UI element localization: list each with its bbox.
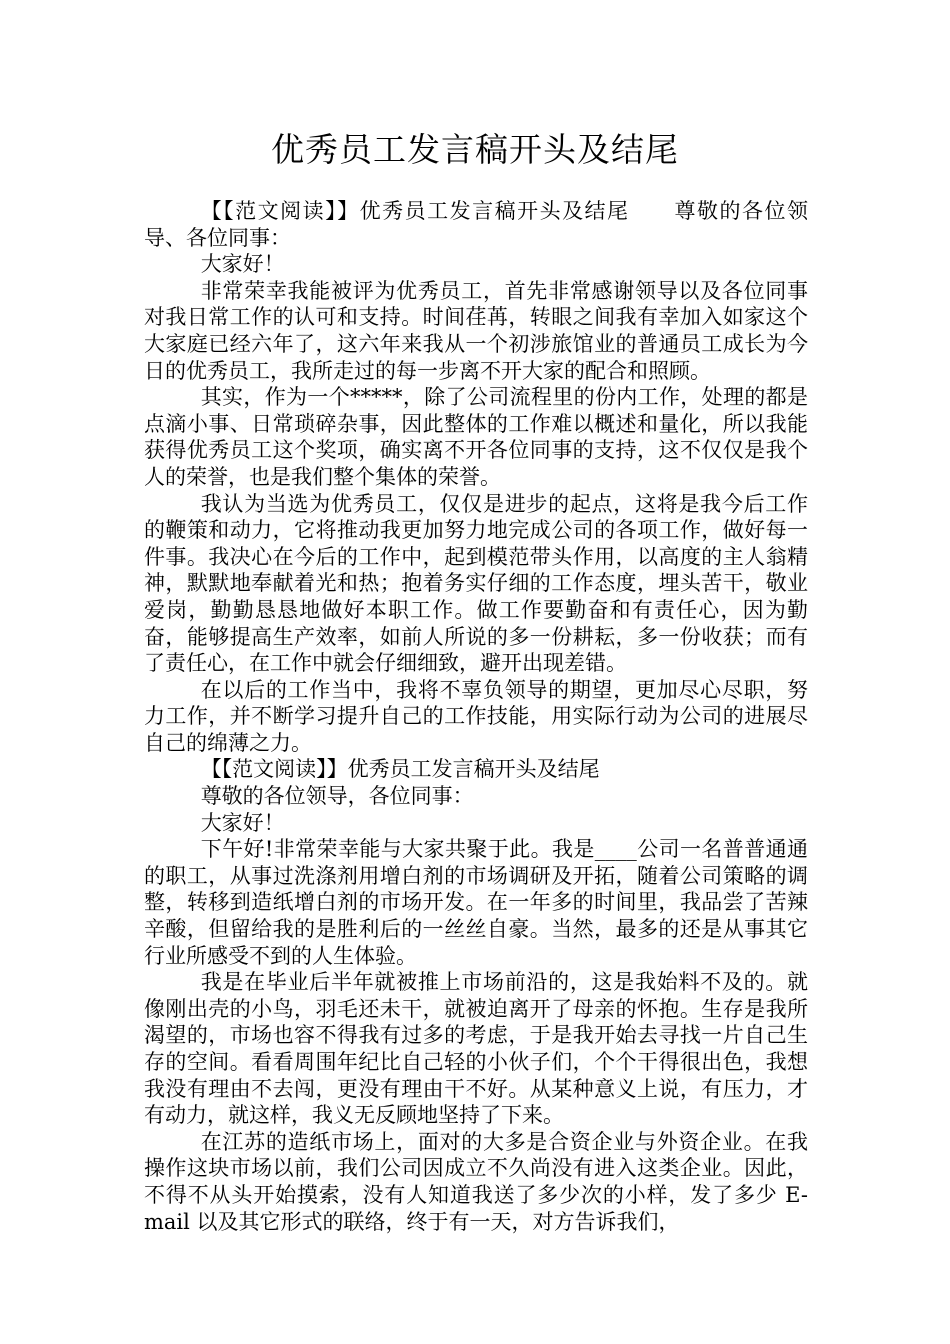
paragraph-heading: 【【范文阅读】】优秀员工发言稿开头及结尾 bbox=[200, 757, 600, 782]
document-body bbox=[144, 198, 808, 1235]
paragraph: 下午好!非常荣幸能与大家共聚于此。我是____公司一名普普通通的职工，从事过洗涤剂用增白剂的市场调研及开拓，随着公司策略的调整，转移到造纸增白剂的市场开发。在一年多的时间里，我品尝了苦辣辛酸，但留给我的是胜利后的一丝丝自豪。当然，最多的还是从事其它行业所感受不到的人生体验。 bbox=[144, 837, 808, 968]
paragraph-salutation: 尊敬的各位领导，各位同事： bbox=[200, 784, 474, 809]
paragraph-intro: 【【范文阅读】】优秀员工发言稿开头及结尾 尊敬的各位领导、各位同事： bbox=[144, 199, 808, 250]
paragraph-greeting: 大家好！ bbox=[200, 810, 285, 835]
paragraph: 非常荣幸我能被评为优秀员工，首先非常感谢领导以及各位同事对我日常工作的认可和支持。时间荏苒，转眼之间我有幸加入如家这个大家庭已经六年了，这六年来我从一个初涉旅馆业的普通员工成长为今日的优秀员工，我所走过的每一步离不开大家的配合和照顾。 bbox=[144, 278, 808, 383]
paragraph: 其实，作为一个*****，除了公司流程里的份内工作，处理的都是点滴小事、日常琐碎杂事，因此整体的工作难以概述和量化，所以我能获得优秀员工这个奖项，确实离不开各位同事的支持，这不仅仅是我个人的荣誉，也是我们整个集体的荣誉。 bbox=[144, 385, 808, 489]
document-title: 优秀员工发言稿开头及结尾 bbox=[271, 130, 679, 169]
paragraph: 在以后的工作当中，我将不辜负领导的期望，更加尽心尽职，努力工作，并不断学习提升自己的工作技能，用实际行动为公司的进展尽自己的绵薄之力。 bbox=[144, 677, 808, 755]
paragraph: 我认为当选为优秀员工，仅仅是进步的起点，这将是我今后工作的鞭策和动力，它将推动我更加努力地完成公司的各项工作，做好每一件事。我决心在今后的工作中，起到模范带头作用，以高度的主人翁精神，默默地奉献着光和热；抱着务实仔细的工作态度，埋头苦干，敬业爱岗，勤勤恳恳地做好本职工作。做工作要勤奋和有责任心，因为勤奋，能够提高生产效率，如前人所说的多一份耕耘，多一份收获；而有了责任心，在工作中就会仔细细致，避开出现差错。 bbox=[144, 491, 808, 676]
paragraph: 我是在毕业后半年就被推上市场前沿的，这是我始料不及的。就像刚出壳的小鸟，羽毛还未干，就被迫离开了母亲的怀抱。生存是我所渴望的，市场也容不得我有过多的考虑，于是我开始去寻找一片自己生存的空间。看看周围年纪比自己轻的小伙子们，个个干得很出色，我想我没有理由不去闯，更没有理由干不好。从某种意义上说，有压力，才有动力，就这样，我义无反顾地坚持了下来。 bbox=[144, 970, 808, 1128]
paragraph-greeting: 大家好！ bbox=[200, 252, 285, 277]
paragraph: 在江苏的造纸市场上，面对的大多是合资企业与外资企业。在我操作这块市场以前，我们公司因成立不久尚没有进入这类企业。因此，不得不从头开始摸索，没有人知道我送了多少次的小样，发了多少 E-mail 以及其它形式的联络，终于有一天，对方告诉我们， bbox=[144, 1129, 808, 1234]
